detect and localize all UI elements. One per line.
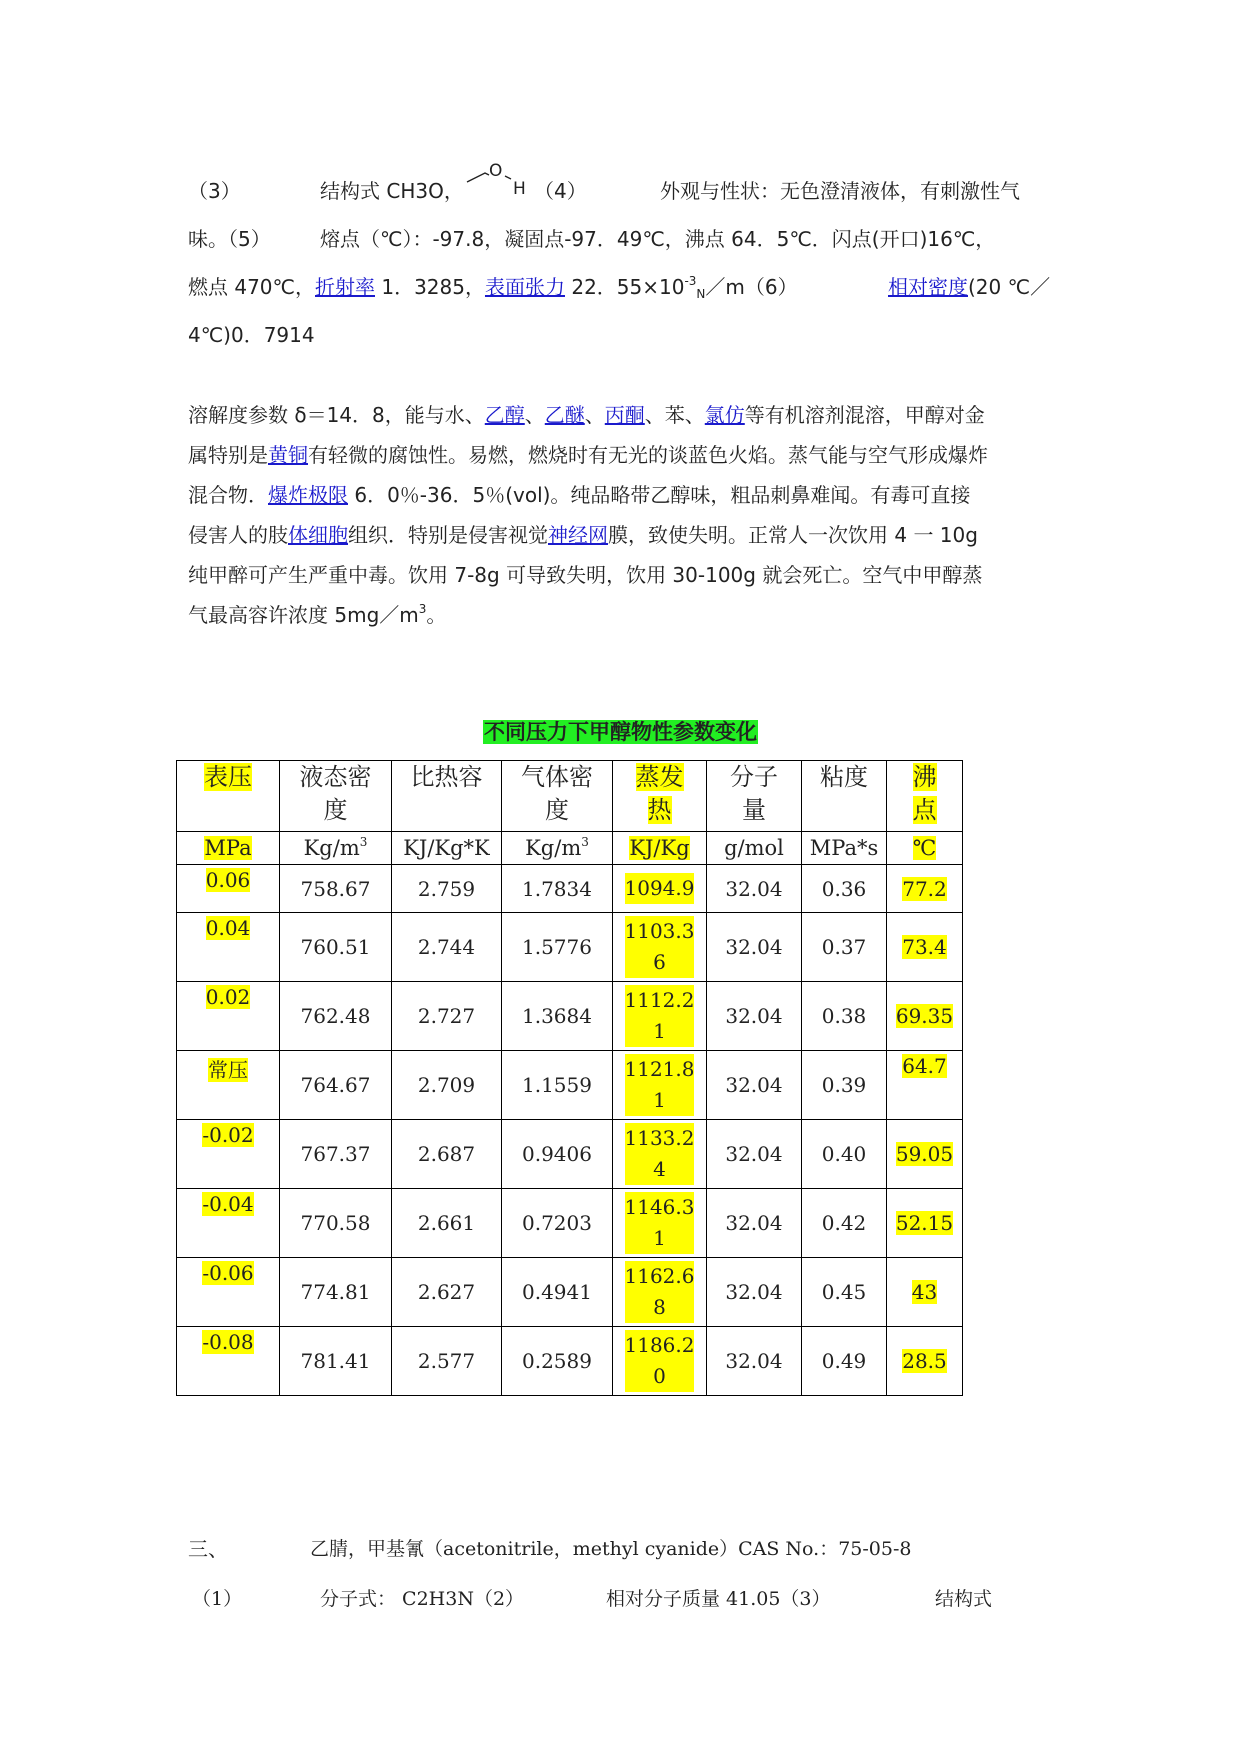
item-1-number: （1） <box>192 1588 243 1610</box>
cell-value: 0.9406 <box>522 1142 592 1166</box>
table-cell-pressure <box>177 865 280 913</box>
link-ethanol[interactable]: 乙醇 <box>484 403 525 427</box>
period: 。 <box>426 603 447 627</box>
unit-label: MPa*s <box>809 836 879 860</box>
table-cell-pressure <box>177 1327 280 1396</box>
solubility-line-4 <box>188 520 978 550</box>
cell-value: 59.05 <box>895 1142 954 1166</box>
table-row <box>177 1189 963 1258</box>
ignition-point-text: 燃点 470℃， <box>188 275 315 299</box>
structure-oxygen-atom: O <box>489 162 503 181</box>
table-cell-gas-density <box>502 1258 613 1327</box>
cell-value: 0.37 <box>821 935 867 959</box>
relative-density-value: 4℃)0．7914 <box>188 323 315 347</box>
link-somatic-cell[interactable]: 体细胞 <box>288 523 348 547</box>
cell-value: 2.744 <box>417 935 476 959</box>
table-header-cell <box>502 761 613 832</box>
unit-label: KJ/Kg*K <box>403 836 490 860</box>
table-cell-specific-heat <box>392 1189 502 1258</box>
exponent: -3 <box>684 274 697 288</box>
cell-value: 32.04 <box>725 1073 783 1097</box>
table-header-cell <box>707 761 802 832</box>
table-cell-specific-heat <box>392 913 502 982</box>
refraction-value: 1．3285， <box>375 275 485 299</box>
cell-value: 758.67 <box>300 876 371 901</box>
table-cell-mw <box>707 1258 802 1327</box>
table-header-cell <box>177 761 280 832</box>
cell-value: -0.06 <box>202 1261 254 1285</box>
solubility-text: 溶解度参数 δ＝14．8，能与水、 <box>188 403 485 427</box>
cell-value: 760.51 <box>300 935 371 959</box>
structure-formula-label: 结构式 CH3O， <box>320 179 464 203</box>
heat-value-line-1: 1133.2 <box>624 1126 695 1150</box>
cell-value: 0.45 <box>821 1280 867 1304</box>
table-cell-specific-heat <box>392 1327 502 1396</box>
heat-value <box>625 916 695 978</box>
header-label-line-2: 热 <box>647 796 672 824</box>
table-row <box>177 982 963 1051</box>
cell-value: 2.709 <box>417 1073 476 1097</box>
table-cell-pressure <box>177 913 280 982</box>
cell-value: 32.04 <box>725 1280 783 1304</box>
table-cell-mw <box>707 982 802 1051</box>
table-cell-viscosity <box>802 1051 887 1120</box>
header-label-line-1: 气体密 <box>521 763 593 791</box>
corrosion-text-a: 属特别是 <box>188 443 268 467</box>
table-header-cell <box>887 761 963 832</box>
header-label-line-2: 点 <box>912 796 937 824</box>
acetonitrile-heading: 乙腈，甲基氰（acetonitrile，methyl cyanide）CAS No.：75-05-8 <box>310 1538 912 1560</box>
table-cell-mw <box>707 1051 802 1120</box>
table-cell-liquid-density <box>280 1258 392 1327</box>
heat-value <box>625 985 695 1047</box>
cell-value: 0.36 <box>821 876 867 901</box>
link-chloroform[interactable]: 氯仿 <box>704 403 745 427</box>
table-unit-cell <box>177 832 280 865</box>
table-row <box>177 1327 963 1396</box>
table-unit-row <box>177 832 963 865</box>
table-cell-gas-density <box>502 865 613 913</box>
table-cell-specific-heat <box>392 982 502 1051</box>
cell-value: 2.687 <box>417 1142 476 1166</box>
table-cell-mw <box>707 1189 802 1258</box>
table-cell-heat <box>613 913 707 982</box>
unit-label: ℃ <box>912 836 937 860</box>
cell-value: 2.661 <box>417 1211 476 1235</box>
heat-value-line-1: 1186.2 <box>624 1333 695 1357</box>
table-cell-viscosity <box>802 1327 887 1396</box>
cell-value: 1.1559 <box>522 1073 592 1097</box>
table-header-cell <box>802 761 887 832</box>
table-cell-specific-heat <box>392 1120 502 1189</box>
heat-value <box>625 1123 695 1185</box>
heat-value-line-1: 1162.6 <box>624 1264 695 1288</box>
table-cell-gas-density <box>502 1189 613 1258</box>
cell-value: 73.4 <box>902 935 947 959</box>
table-cell-gas-density <box>502 982 613 1051</box>
table-cell-mw <box>707 1120 802 1189</box>
table-cell-specific-heat <box>392 1051 502 1120</box>
cell-value: 2.627 <box>417 1280 476 1304</box>
table-unit-cell <box>707 832 802 865</box>
unit-label: MPa <box>204 836 252 860</box>
molecular-formula-text: 分子式： C2H3N（2） <box>320 1588 525 1610</box>
header-label-line-2: 度 <box>323 796 348 824</box>
heat-value-line-1: 1112.2 <box>624 988 695 1012</box>
cell-value: 32.04 <box>725 876 783 901</box>
cell-value: -0.02 <box>202 1123 254 1147</box>
table-unit-cell <box>280 832 392 865</box>
heat-value <box>625 1054 695 1116</box>
melting-point-text: 熔点（℃）：-97.8，凝固点-97．49℃，沸点 64．5℃．闪点(开口)16℃， <box>320 227 996 251</box>
relative-density-line <box>888 272 1050 302</box>
appearance-text: 外观与性状：无色澄清液体，有刺激性气 <box>660 179 1020 203</box>
table-cell-viscosity <box>802 1120 887 1189</box>
table-row <box>177 1258 963 1327</box>
table-title <box>0 718 1241 746</box>
cell-value: 32.04 <box>725 1349 783 1373</box>
table-cell-viscosity <box>802 913 887 982</box>
table-title-text: 不同压力下甲醇物性参数变化 <box>484 720 757 744</box>
cell-value: 1.3684 <box>522 1004 592 1028</box>
corrosion-text-b: 有轻微的腐蚀性。易燃，燃烧时有无光的谈蓝色火焰。蒸气能与空气形成爆炸 <box>308 443 988 467</box>
cell-value: 0.06 <box>205 868 251 892</box>
table-cell-heat <box>613 1327 707 1396</box>
table-unit-cell <box>802 832 887 865</box>
header-label-line-1: 沸 <box>912 763 937 791</box>
cell-value: 0.02 <box>205 985 251 1009</box>
methanol-structure-diagram <box>463 162 533 202</box>
table-cell-liquid-density <box>280 865 392 913</box>
table-cell-viscosity <box>802 865 887 913</box>
table-row <box>177 913 963 982</box>
header-label-line-1: 表压 <box>204 763 252 791</box>
table-cell-liquid-density <box>280 982 392 1051</box>
solubility-line-6 <box>188 600 446 630</box>
table-cell-pressure <box>177 1258 280 1327</box>
table-cell-heat <box>613 1189 707 1258</box>
cell-value: 32.04 <box>725 935 783 959</box>
cell-value: 32.04 <box>725 1211 783 1235</box>
link-relative-density[interactable]: 相对密度 <box>888 275 968 299</box>
cell-value: 2.577 <box>417 1349 476 1373</box>
table-header-row <box>177 761 963 832</box>
cell-value: -0.04 <box>202 1192 254 1216</box>
table-header-cell <box>280 761 392 832</box>
table-row <box>177 1051 963 1120</box>
cell-value: 43 <box>911 1280 938 1304</box>
table-cell-boiling <box>887 982 963 1051</box>
cell-value: 0.2589 <box>522 1349 592 1373</box>
cell-value: 常压 <box>208 1058 248 1082</box>
heat-value-line-2: 1 <box>653 1226 666 1250</box>
item-3-number: （3） <box>188 179 241 203</box>
table-row <box>177 865 963 913</box>
table-cell-heat <box>613 1120 707 1189</box>
heat-value-line-2: 0 <box>653 1364 666 1388</box>
exposure-limit-text: 气最高容许浓度 5mg／m <box>188 603 419 627</box>
cell-value: 28.5 <box>902 1349 947 1373</box>
unit-label: Kg/m <box>303 836 360 860</box>
miscibility-text: 等有机溶剂混溶，甲醇对金 <box>744 403 985 427</box>
link-explosion-limit[interactable]: 爆炸极限 <box>268 483 348 507</box>
heat-value-line-2: 8 <box>653 1295 666 1319</box>
table-cell-boiling <box>887 1327 963 1396</box>
cell-value: 0.49 <box>821 1349 867 1373</box>
table-cell-gas-density <box>502 913 613 982</box>
table-cell-mw <box>707 865 802 913</box>
unit-subscript: N <box>696 287 706 301</box>
unit-label: KJ/Kg <box>629 836 690 860</box>
cell-value: 781.41 <box>300 1349 371 1373</box>
solubility-line-2 <box>188 440 988 470</box>
cell-value: 32.04 <box>725 1004 783 1028</box>
separator: 、 <box>584 403 605 427</box>
header-label-line-2: 量 <box>742 796 766 824</box>
table-header-cell <box>392 761 502 832</box>
cell-value: 762.48 <box>300 1004 371 1028</box>
table-cell-boiling <box>887 1189 963 1258</box>
heat-value <box>625 1261 695 1323</box>
table-cell-pressure <box>177 982 280 1051</box>
cell-value: 0.04 <box>205 916 251 940</box>
heat-value-line-2: 1 <box>653 1019 666 1043</box>
table-cell-viscosity <box>802 1258 887 1327</box>
header-label-line-1: 液态密 <box>299 763 372 791</box>
header-label-line-1: 比热容 <box>410 763 483 791</box>
mixture-text: 混合物． <box>188 483 268 507</box>
methanol-properties-table <box>176 760 963 1396</box>
refraction-line <box>188 272 798 302</box>
solubility-line-5: 纯甲醉可产生严重中毒。饮用 7-8g 可导致失明，饮用 30-100g 就会死亡。空气中甲醇蒸 <box>188 563 983 587</box>
header-label-line-2: 度 <box>545 796 569 824</box>
table-cell-specific-heat <box>392 865 502 913</box>
table-unit-cell <box>613 832 707 865</box>
table-cell-heat <box>613 982 707 1051</box>
table-row <box>177 1120 963 1189</box>
toxicity-text-b: 组织．特别是侵害视觉 <box>348 523 548 547</box>
cell-value: 764.67 <box>300 1073 371 1097</box>
table-cell-mw <box>707 1327 802 1396</box>
heat-value-line-2: 6 <box>653 950 666 974</box>
link-acetone[interactable]: 丙酮 <box>604 403 645 427</box>
header-label-line-1: 蒸发 <box>635 763 684 791</box>
heat-value <box>625 1192 695 1254</box>
table-cell-pressure <box>177 1189 280 1258</box>
table-unit-cell <box>392 832 502 865</box>
structure-formula-label-2: 结构式 <box>935 1588 993 1610</box>
section-3-number: 三、 <box>188 1537 228 1561</box>
exponent: 3 <box>418 602 427 616</box>
link-surface-tension[interactable]: 表面张力 <box>484 275 565 299</box>
cell-value: 1.5776 <box>522 935 592 959</box>
heat-value-line-1: 1094.9 <box>624 876 695 900</box>
structure-hydrogen-atom: H <box>513 179 526 199</box>
table-unit-cell <box>887 832 963 865</box>
unit-exponent: 3 <box>359 835 368 849</box>
separator: 、 <box>524 403 545 427</box>
table-cell-heat <box>613 865 707 913</box>
cell-value: 64.7 <box>902 1054 947 1078</box>
cell-value: 0.42 <box>821 1211 867 1235</box>
link-ether[interactable]: 乙醚 <box>544 403 585 427</box>
table-cell-liquid-density <box>280 1120 392 1189</box>
table-cell-boiling <box>887 1258 963 1327</box>
unit-label: Kg/m <box>525 836 582 860</box>
table-cell-gas-density <box>502 1120 613 1189</box>
surface-tension-value: 22．55×10 <box>564 275 685 299</box>
cell-value: 1.7834 <box>522 876 592 901</box>
cell-value: 767.37 <box>300 1142 371 1166</box>
molecular-mass-text: 相对分子质量 41.05（3） <box>606 1588 831 1610</box>
heat-value <box>625 1330 695 1392</box>
cell-value: 52.15 <box>895 1211 954 1235</box>
table-cell-pressure <box>177 1051 280 1120</box>
cell-value: 32.04 <box>725 1142 783 1166</box>
table-cell-viscosity <box>802 982 887 1051</box>
explosion-limit-text: 6．0％-36．5％(vol)。纯品略带乙醇味，粗品刺鼻难闻。有毒可直接 <box>348 483 971 507</box>
item-5-text: 味。（5） <box>188 227 271 251</box>
unit-label: g/mol <box>724 836 784 860</box>
cell-value: 0.40 <box>821 1142 867 1166</box>
table-cell-heat <box>613 1258 707 1327</box>
table-cell-liquid-density <box>280 1189 392 1258</box>
heat-value-line-1: 1146.3 <box>624 1195 695 1219</box>
cell-value: 770.58 <box>300 1211 371 1235</box>
table-cell-gas-density <box>502 1051 613 1120</box>
table-cell-boiling <box>887 1051 963 1120</box>
cell-value: 0.38 <box>821 1004 867 1028</box>
link-retina[interactable]: 神经网 <box>548 523 608 547</box>
table-cell-boiling <box>887 1120 963 1189</box>
table-cell-mw <box>707 913 802 982</box>
header-label-line-1: 分子 <box>730 763 778 791</box>
table-cell-heat <box>613 1051 707 1120</box>
link-brass[interactable]: 黄铜 <box>268 443 308 467</box>
cell-value: 2.727 <box>417 1004 476 1028</box>
cell-value: 2.759 <box>417 876 476 901</box>
density-condition-text: (20 ℃／ <box>968 275 1051 299</box>
table-cell-gas-density <box>502 1327 613 1396</box>
tension-unit-text: ／m（6） <box>705 275 798 299</box>
cell-value: 0.4941 <box>522 1280 592 1304</box>
table-cell-liquid-density <box>280 1327 392 1396</box>
heat-value-line-2: 1 <box>653 1088 666 1112</box>
table-unit-cell <box>502 832 613 865</box>
separator: 、苯、 <box>644 403 705 427</box>
heat-value <box>625 873 695 904</box>
heat-value-line-1: 1121.8 <box>624 1057 695 1081</box>
cell-value: 0.7203 <box>522 1211 592 1235</box>
cell-value: 0.39 <box>821 1073 867 1097</box>
table-header-cell <box>613 761 707 832</box>
table-cell-liquid-density <box>280 1051 392 1120</box>
table-cell-boiling <box>887 865 963 913</box>
cell-value: -0.08 <box>202 1330 254 1354</box>
header-label-line-1: 粘度 <box>820 763 868 791</box>
heat-value-line-2: 4 <box>653 1157 666 1181</box>
table-cell-pressure <box>177 1120 280 1189</box>
cell-value: 774.81 <box>300 1280 371 1304</box>
unit-exponent: 3 <box>581 835 589 849</box>
heat-value-line-1: 1103.3 <box>624 919 695 943</box>
table-cell-boiling <box>887 913 963 982</box>
table-cell-specific-heat <box>392 1258 502 1327</box>
link-refraction-index[interactable]: 折射率 <box>315 275 375 299</box>
table-cell-viscosity <box>802 1189 887 1258</box>
solubility-line-1 <box>188 400 985 430</box>
toxicity-text-c: 膜，致使失明。正常人一次饮用 4 一 10g <box>608 523 978 547</box>
cell-value: 77.2 <box>902 876 947 901</box>
table-cell-liquid-density <box>280 913 392 982</box>
cell-value: 69.35 <box>895 1004 954 1028</box>
toxicity-text-a: 侵害人的肢 <box>188 523 288 547</box>
item-4-number: （4） <box>534 179 587 203</box>
solubility-line-3 <box>188 480 970 510</box>
